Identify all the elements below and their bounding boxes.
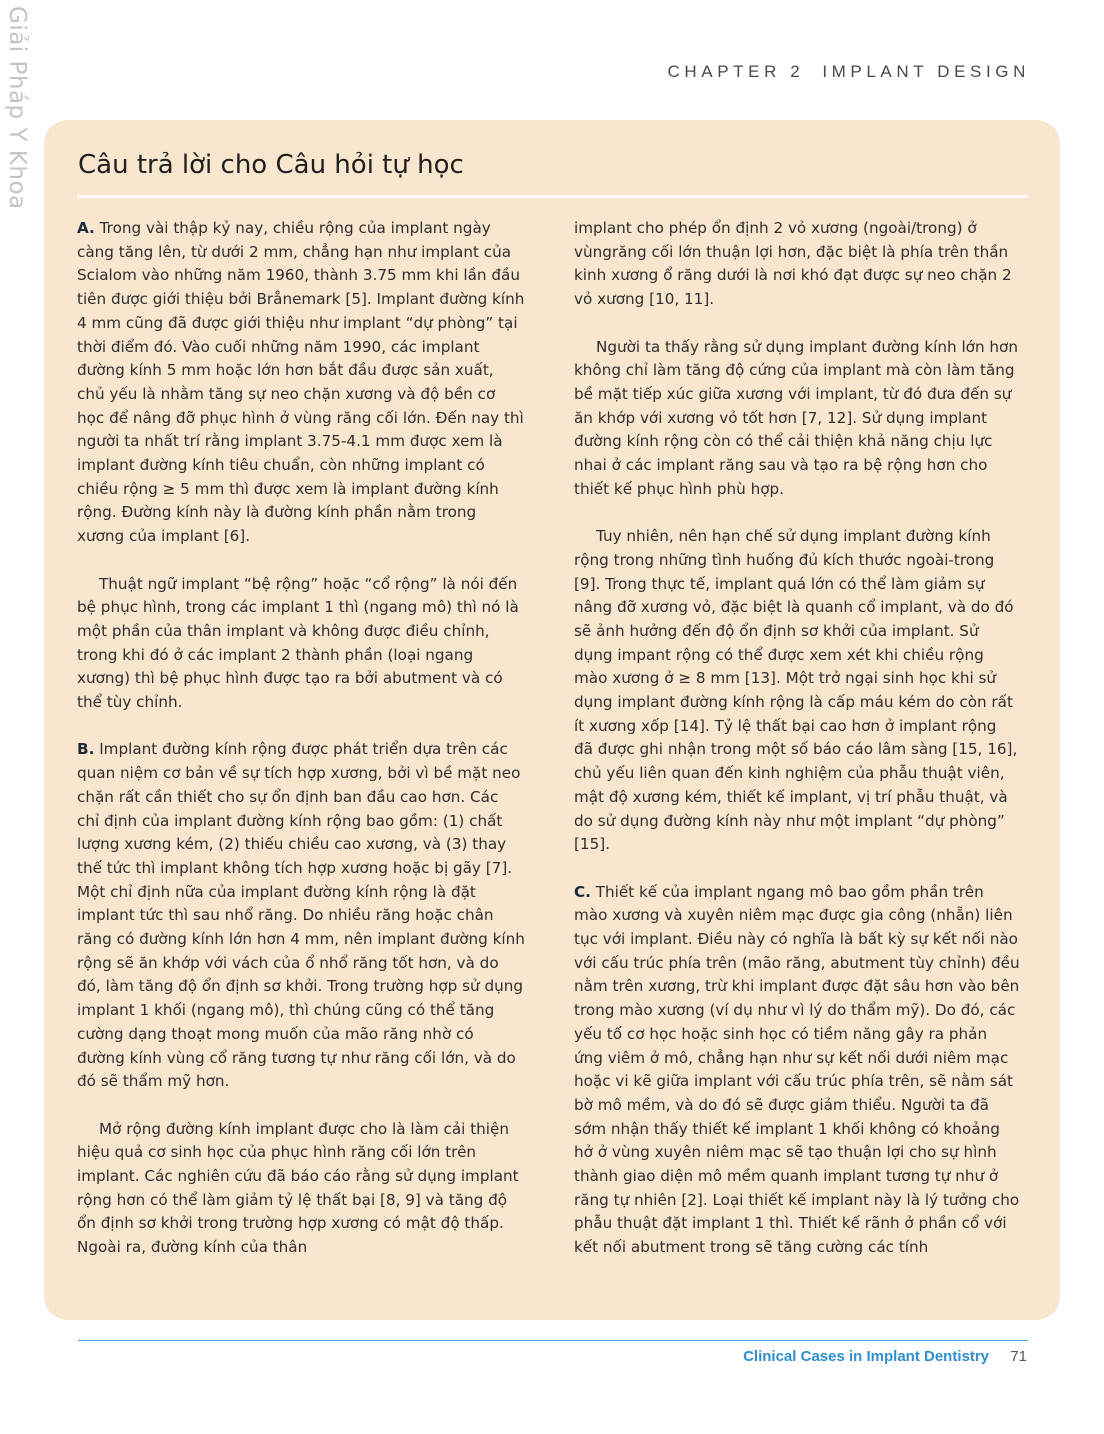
box-title: Câu trả lời cho Câu hỏi tự học: [78, 150, 464, 180]
answer-label-a: A.: [77, 219, 95, 237]
left-column: [77, 217, 525, 1284]
paragraph: [574, 881, 1020, 1260]
answer-label-c: C.: [574, 882, 591, 901]
paragraph: Tuy nhiên, nên hạn chế sử dụng implant đường kính rộng trong những tình huống đủ kích thước ngoài-trong [9]. Trong thực tế, implant quá lớn có thể làm giảm sự nâng đỡ xương vỏ, đặc biệt là quanh cổ implant, và do đó sẽ ảnh hưởng đến độ ổn định sơ khởi của implant. Sử dụng impant rộng có thể được xem xét khi chiều rộng mào xương ở ≥ 8 mm [13]. Một trở ngại sinh học khi sử dụng implant đường kính rộng là cấp máu kém do còn rất ít xương xốp [14]. Tỷ lệ thất bại cao hơn ở implant rộng đã được ghi nhận trong một số báo cáo lâm sàng [15, 16], chủ yếu liên quan đến kinh nghiệm của phẫu thuật viên, mật độ xương kém, thiết kế implant, vị trí phẫu thuật, và do sử dụng đường kính này như một implant “dự phòng” [15].: [574, 527, 1018, 854]
paragraph-text: Implant đường kính rộng được phát triển dựa trên các quan niệm cơ bản về sự tích hợp xương, bởi vì bề mặt neo chặn rất cần thiết cho sự ổn định ban đầu cao hơn. Các chỉ định của implant đường kính rộng bao gồm: (1) chất lượng xương kém, (2) thiếu chiều cao xương, và (3) thay thế tức thì implant không tích hợp xương hoặc bị gãy [7]. Một chỉ định nữa của implant đường kính rộng là đặt implant tức thì sau nhổ răng. Do nhiều răng hoặc chân răng có đường kính lớn hơn 4 mm, nên implant đường kính rộng sẽ ăn khớp với vách của ổ nhổ răng tốt hơn, và do đó, làm tăng độ ổn định sơ khởi. Trong trường hợp sử dụng implant 1 khối (ngang mô), thì chúng cũng có thể tăng cường dạng thoạt mong muốn của mão răng nhờ có đường kính vùng cổ răng tương tự như răng cối lớn, và do đó sẽ thẩm mỹ hơn.: [77, 740, 525, 1091]
paragraph: implant cho phép ổn định 2 vỏ xương (ngoài/trong) ở vùngrăng cối lớn thuận lợi hơn, đặc biệt là phía trên thần kinh xương ổ răng dưới là nơi khó đạt được sự neo chặn 2 vỏ xương [10, 11].: [574, 219, 1012, 309]
paragraph-text: Thiết kế của implant ngang mô bao gồm phần trên mào xương và xuyên niêm mạc được gia công (nhẵn) liên tục với implant. Điều này có nghĩa là bất kỳ sự kết nối nào với cấu trúc phía trên (mão răng, abutment tùy chỉnh) đều nằm trên xương, trừ khi implant được đặt sâu hơn vào bên trong mào xương (ví dụ như vì lý do thẩm mỹ). Do đó, các yếu tố cơ học hoặc sinh học có tiềm năng gây ra phản ứng viêm ở mô, chẳng hạn như sự kết nối dưới niêm mạc hoặc vi kẽ giữa implant với cấu trúc phía trên, sẽ nằm sát bờ mô mềm, và do đó sẽ được giảm thiểu. Người ta đã sớm nhận thấy thiết kế implant 1 khối không có khoảng hở ở vùng xuyên niêm mạc sẽ tạo thuận lợi cho sự hình thành giao diện mô mềm quanh implant tương tự như ở răng tự nhiên [2]. Loại thiết kế implant này là lý tưởng cho phẫu thuật đặt implant 1 thì. Thiết kế rãnh ở phần cổ với kết nối abutment trong sẽ tăng cường các tính: [574, 882, 1020, 1257]
chapter-title: IMPLANT DESIGN: [822, 62, 1030, 81]
paragraph-text: Trong vài thập kỷ nay, chiều rộng của implant ngày càng tăng lên, từ dưới 2 mm, chẳng hạn như implant của Scialom vào những năm 1960, thành 3.75 mm khi lần đầu tiên được giới thiệu bởi Brånemark [5]. Implant đường kính 4 mm cũng đã được giới thiệu như implant “dự phòng” tại thời điểm đó. Vào cuối những năm 1990, các implant đường kính 5 mm hoặc lớn hơn bắt đầu được sản xuất, chủ yếu là nhằm tăng sự neo chặn xương và độ bền cơ học để nâng đỡ phục hình ở vùng răng cối lớn. Đến nay thì người ta nhất trí rằng implant 3.75-4.1 mm được xem là implant đường kính tiêu chuẩn, còn những implant có chiều rộng ≥ 5 mm thì được xem là implant đường kính rộng. Đường kính này là đường kính phần nằm trong xương của implant [6].: [77, 219, 525, 546]
watermark: Giải Pháp Y Khoa: [4, 6, 30, 210]
chapter-header: [668, 62, 1030, 82]
answer-box: [44, 120, 1060, 1320]
paragraph: Mở rộng đường kính implant được cho là làm cải thiện hiệu quả cơ sinh học của phục hình răng cối lớn trên implant. Các nghiên cứu đã báo cáo rằng sử dụng implant rộng hơn có thể làm giảm tỷ lệ thất bại [8, 9] và tăng độ ổn định sơ khởi trong trường hợp xương có mật độ thấp. Ngoài ra, đường kính của thân: [77, 1119, 519, 1257]
paragraph: Người ta thấy rằng sử dụng implant đường kính lớn hơn không chỉ làm tăng độ cứng của implant mà còn làm tăng bề mặt tiếp xúc giữa xương với implant, từ đó đưa đến sự ăn khớp với xương vỏ tốt hơn [7, 12]. Sử dụng implant đường kính rộng còn có thể cải thiện khả năng chịu lực nhai ở các implant răng sau và tạo ra bệ rộng hơn cho thiết kế phục hình phù hợp.: [574, 337, 1018, 498]
title-divider: [77, 195, 1028, 198]
chapter-label: CHAPTER 2: [667, 62, 805, 81]
answer-label-b: B.: [77, 740, 95, 759]
paragraph: Thuật ngữ implant “bệ rộng” hoặc “cổ rộng” là nói đến bệ phục hình, trong các implant 1 thì (ngang mô) thì nó là một phần của thân implant và không được điều chỉnh, trong khi đó ở các implant 2 thành phần (loại ngang xương) thì bệ phục hình được tạo ra bởi abutment và có thể tùy chỉnh.: [77, 574, 519, 712]
paragraph: [77, 738, 525, 1094]
page-number: 71: [1010, 1348, 1027, 1365]
right-column: [574, 217, 1020, 1284]
footer-book-title: Clinical Cases in Implant Dentistry: [743, 1348, 989, 1365]
paragraph: [77, 217, 525, 549]
footer-divider: [78, 1340, 1028, 1341]
